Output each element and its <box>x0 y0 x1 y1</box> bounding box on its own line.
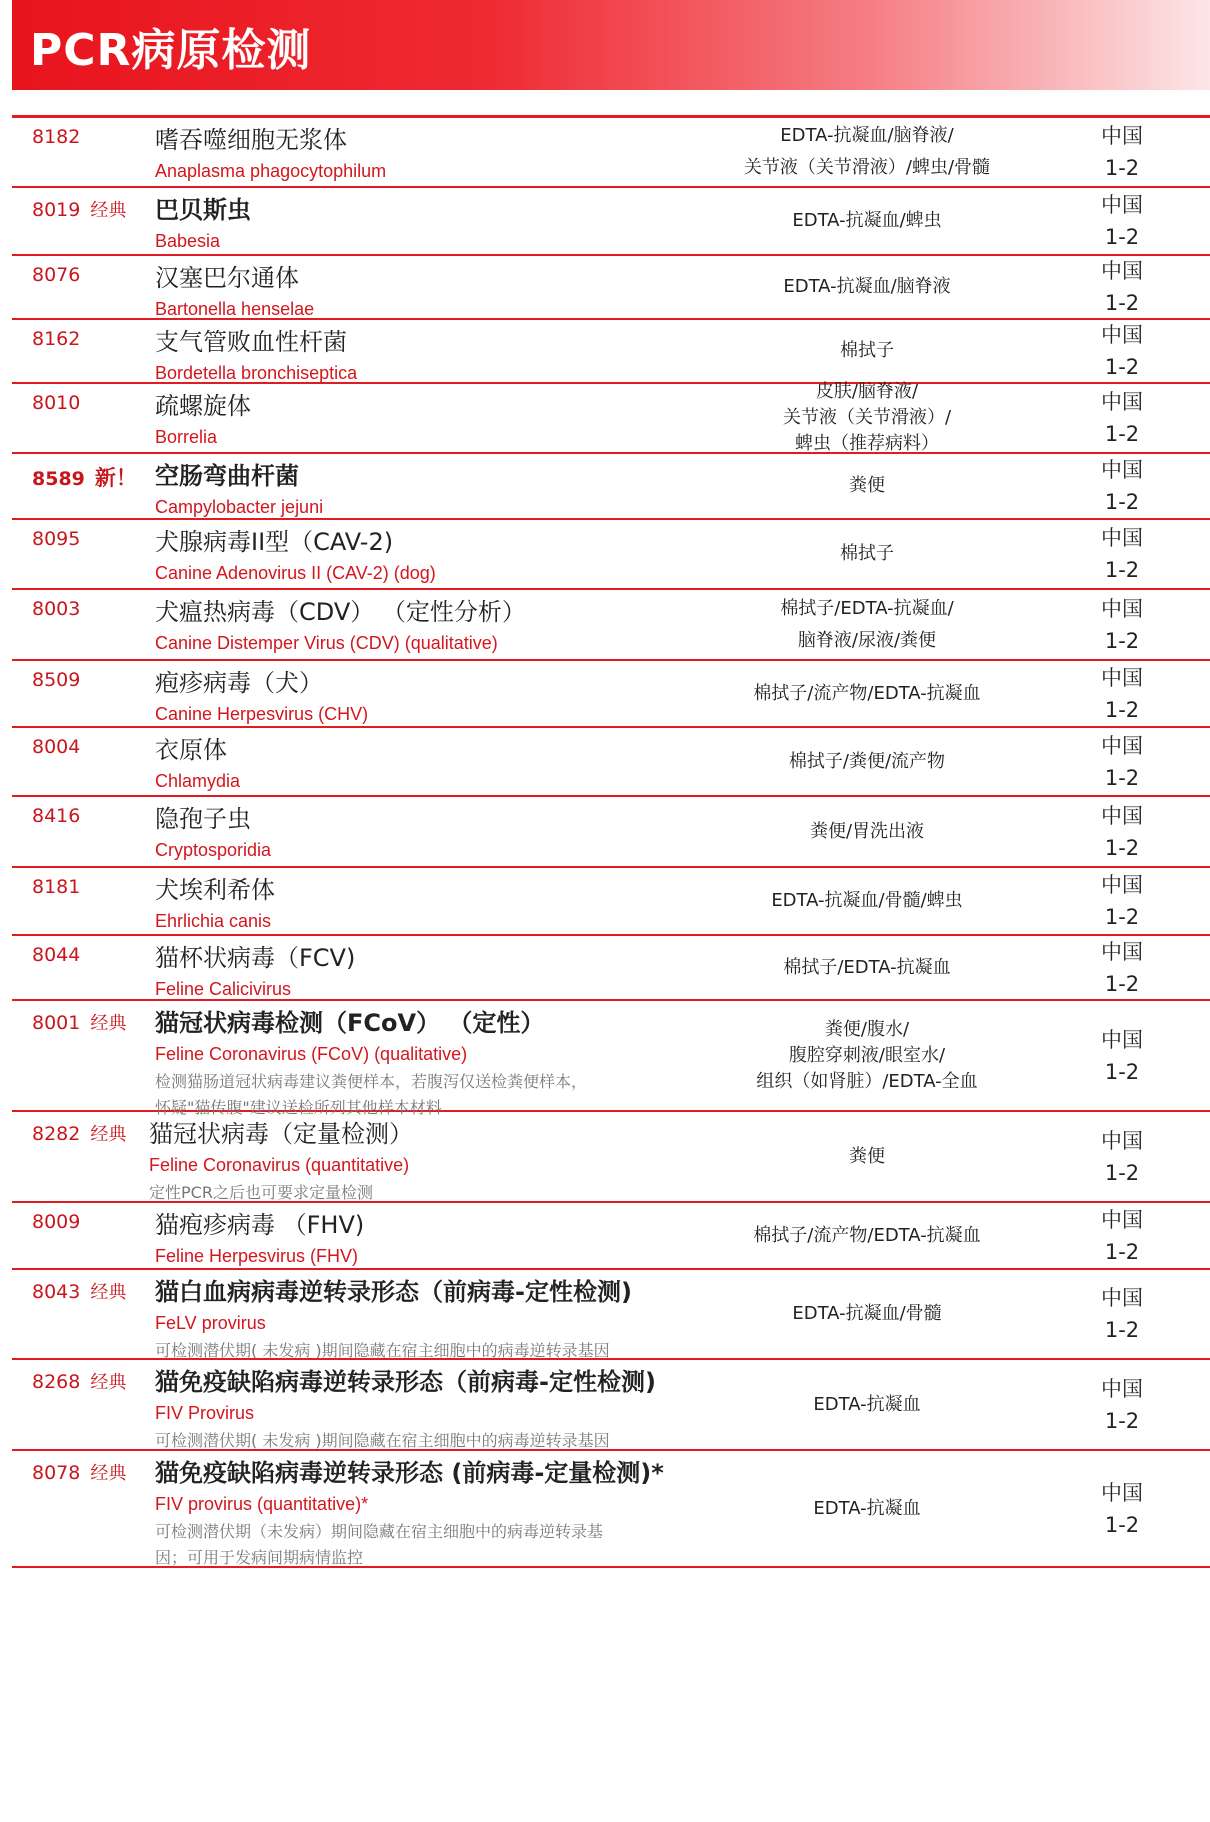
origin-turnaround <box>1072 320 1172 382</box>
sample-type-text: 棉拭子/EDTA-抗凝血/ 脑脊液/尿液/粪便 <box>780 597 954 651</box>
test-code <box>32 264 80 286</box>
origin-country: 中国 <box>1101 1286 1143 1310</box>
test-code-number: 8076 <box>32 264 81 286</box>
turnaround-days: 1-2 <box>1104 355 1140 379</box>
origin-country: 中国 <box>1101 458 1143 482</box>
origin-turnaround <box>1072 1001 1172 1110</box>
test-names <box>155 1457 715 1571</box>
sample-type-text: 棉拭子 <box>840 340 894 361</box>
test-names <box>155 667 715 729</box>
origin-country: 中国 <box>1101 1480 1143 1505</box>
turnaround-days: 1-2 <box>1104 1408 1140 1433</box>
table-row <box>12 118 1210 188</box>
test-code <box>32 462 137 492</box>
test-code-number: 8162 <box>32 328 81 350</box>
test-name-en: Canine Adenovirus II (CAV-2) (dog) <box>155 563 436 583</box>
test-code <box>32 944 80 966</box>
test-name-cn: 巴贝斯虫 <box>155 196 251 224</box>
test-code-number: 8003 <box>32 598 81 620</box>
sample-type <box>712 520 1022 588</box>
test-code-number: 8010 <box>32 392 81 414</box>
test-name-en: Feline Coronavirus (quantitative) <box>149 1155 410 1175</box>
sample-type <box>712 188 1022 254</box>
test-names <box>149 1118 709 1206</box>
test-names <box>155 124 715 186</box>
origin-turnaround <box>1072 1451 1172 1566</box>
origin-turnaround <box>1072 590 1172 659</box>
table-row <box>12 1360 1210 1451</box>
test-names <box>155 194 715 256</box>
origin-country: 中国 <box>1101 873 1143 897</box>
test-code-number: 8181 <box>32 876 81 898</box>
test-name-cn: 疏螺旋体 <box>155 392 251 420</box>
page-title: PCR病原检测 <box>30 25 312 76</box>
test-name-cn: 嗜吞噬细胞无浆体 <box>155 126 347 154</box>
test-code <box>32 1120 126 1146</box>
test-names <box>155 596 715 658</box>
test-names <box>155 1276 715 1364</box>
sample-type <box>712 1270 1022 1358</box>
turnaround-days: 1-2 <box>1104 765 1140 790</box>
test-code <box>32 1459 126 1485</box>
test-code-number: 8044 <box>32 944 81 966</box>
sample-type <box>712 728 1022 795</box>
test-name-en: Ehrlichia canis <box>155 911 272 931</box>
turnaround-days: 1-2 <box>1104 1160 1140 1185</box>
table-row <box>12 381 1210 454</box>
origin-country: 中国 <box>1101 1128 1143 1153</box>
origin-turnaround <box>1072 1360 1172 1449</box>
origin-turnaround <box>1072 118 1172 186</box>
table-row <box>12 728 1210 797</box>
test-code-number: 8589 <box>32 468 85 490</box>
origin-turnaround <box>1072 1112 1172 1201</box>
test-names <box>155 1007 715 1121</box>
sample-type <box>712 256 1022 318</box>
test-code-number: 8004 <box>32 736 81 758</box>
table-row <box>12 1001 1210 1117</box>
origin-turnaround <box>1072 936 1172 999</box>
sample-type <box>712 381 1022 454</box>
test-name-cn: 空肠弯曲杆菌 <box>155 462 299 490</box>
table-row <box>12 1270 1210 1360</box>
test-names <box>155 460 715 522</box>
test-tag-badge: 经典 <box>90 1463 127 1484</box>
test-note: 可检测潜伏期( 未发病 )期间隐藏在宿主细胞中的病毒逆转录基因 <box>155 1431 610 1450</box>
test-name-cn: 猫冠状病毒检测（FCoV） （定性） <box>155 1009 545 1037</box>
turnaround-days: 1-2 <box>1104 697 1140 722</box>
test-names <box>155 526 715 588</box>
test-name-en: Bordetella bronchiseptica <box>155 363 358 383</box>
test-tag-badge: 经典 <box>90 1372 127 1393</box>
test-code <box>32 126 80 148</box>
table-row <box>12 868 1210 936</box>
sample-type-text: 棉拭子/EDTA-抗凝血 <box>783 956 951 978</box>
table-row <box>12 320 1210 384</box>
test-name-en: Feline Coronavirus (FCoV) (qualitative) <box>155 1044 468 1064</box>
test-code-number: 8416 <box>32 805 81 827</box>
origin-country: 中国 <box>1101 390 1143 414</box>
test-names <box>155 1366 715 1454</box>
sample-type <box>712 868 1022 934</box>
test-code <box>32 1368 126 1394</box>
origin-turnaround <box>1072 1203 1172 1268</box>
test-code <box>32 1211 80 1233</box>
sample-type-text: EDTA-抗凝血/骨髓/蜱虫 <box>771 890 963 911</box>
table-row <box>12 454 1210 520</box>
sample-type <box>712 797 1022 866</box>
test-name-cn: 猫免疫缺陷病毒逆转录形态（前病毒-定性检测) <box>155 1368 656 1396</box>
origin-country: 中国 <box>1101 1207 1143 1232</box>
test-name-en: Campylobacter jejuni <box>155 497 324 517</box>
sample-type <box>712 1203 1022 1268</box>
test-names <box>155 262 715 324</box>
test-code <box>32 1278 126 1304</box>
sample-type <box>712 1001 1022 1110</box>
test-code-number: 8009 <box>32 1211 81 1233</box>
sample-type-text: 粪便 <box>849 475 885 496</box>
sample-type-text: 棉拭子/流产物/EDTA-抗凝血 <box>753 682 981 704</box>
sample-type-text: EDTA-抗凝血/脑脊液 <box>783 276 951 297</box>
sample-type-text: 粪便 <box>849 1145 885 1167</box>
turnaround-days: 1-2 <box>1104 1318 1140 1342</box>
turnaround-days: 1-2 <box>1104 835 1140 860</box>
test-code-number: 8078 <box>32 1462 81 1484</box>
origin-turnaround <box>1072 728 1172 795</box>
origin-country: 中国 <box>1101 193 1143 217</box>
table-row <box>12 590 1210 661</box>
sample-type-text: EDTA-抗凝血/骨髓 <box>792 1303 942 1324</box>
test-code <box>32 805 80 827</box>
sample-type-text: EDTA-抗凝血/脑脊液/ 关节液（关节滑液）/蜱虫/骨髓 <box>743 125 991 178</box>
table-row <box>12 936 1210 1001</box>
test-name-cn: 犬腺病毒II型（CAV-2) <box>155 528 394 556</box>
test-names <box>155 734 715 796</box>
sample-type-text: EDTA-抗凝血/蜱虫 <box>792 210 942 231</box>
test-names <box>155 1209 715 1271</box>
turnaround-days: 1-2 <box>1104 558 1140 582</box>
turnaround-days: 1-2 <box>1104 156 1140 180</box>
test-name-cn: 犬埃利希体 <box>155 876 275 904</box>
origin-country: 中国 <box>1101 596 1143 621</box>
sample-type <box>712 661 1022 726</box>
table-row <box>12 1451 1210 1568</box>
test-code <box>32 328 80 350</box>
sample-type <box>712 454 1022 518</box>
test-code-number: 8282 <box>32 1123 81 1145</box>
test-code-number: 8043 <box>32 1281 81 1303</box>
origin-country: 中国 <box>1101 323 1143 347</box>
sample-type <box>712 118 1022 186</box>
turnaround-days: 1-2 <box>1104 490 1140 514</box>
test-name-en: Babesia <box>155 231 221 251</box>
test-code <box>32 669 80 691</box>
test-tag-badge: 新！ <box>94 466 137 490</box>
test-code-number: 8509 <box>32 669 81 691</box>
origin-turnaround <box>1072 797 1172 866</box>
origin-turnaround <box>1072 256 1172 318</box>
test-tag-badge: 经典 <box>90 1013 127 1034</box>
turnaround-days: 1-2 <box>1104 1239 1140 1264</box>
test-name-cn: 汉塞巴尔通体 <box>155 264 299 292</box>
sample-type <box>712 936 1022 999</box>
test-name-en: FIV provirus (quantitative)* <box>155 1494 369 1514</box>
test-note: 可检测潜伏期（未发病）期间隐藏在宿主细胞中的病毒逆转录基 因；可用于发病间期病情监控 <box>155 1522 604 1567</box>
sample-type <box>712 590 1022 659</box>
test-name-cn: 支气管败血性杆菌 <box>155 328 347 356</box>
sample-type-text: EDTA-抗凝血 <box>813 1497 921 1519</box>
table-row <box>12 256 1210 320</box>
test-code-number: 8019 <box>32 199 81 221</box>
test-names <box>155 390 715 452</box>
origin-turnaround <box>1072 520 1172 588</box>
test-name-en: Bartonella henselae <box>155 299 315 319</box>
origin-country: 中国 <box>1101 665 1143 690</box>
test-tag-badge: 经典 <box>90 1282 127 1303</box>
test-name-en: Canine Herpesvirus (CHV) <box>155 704 369 724</box>
test-name-cn: 猫免疫缺陷病毒逆转录形态 (前病毒-定量检测)* <box>155 1459 664 1487</box>
test-names <box>155 942 715 1004</box>
sample-type <box>712 1360 1022 1449</box>
origin-country: 中国 <box>1101 803 1143 828</box>
test-name-en: Borrelia <box>155 427 218 447</box>
sample-type-text: 棉拭子/流产物/EDTA-抗凝血 <box>753 1224 981 1246</box>
test-name-en: Feline Herpesvirus (FHV) <box>155 1246 359 1266</box>
turnaround-days: 1-2 <box>1104 1059 1140 1084</box>
table-row <box>12 1112 1210 1203</box>
origin-country: 中国 <box>1101 733 1143 758</box>
test-name-cn: 衣原体 <box>155 736 227 764</box>
sample-type-text: 棉拭子 <box>840 543 894 564</box>
table-row <box>12 661 1210 728</box>
sample-type-text: 皮肤/脑脊液/ 关节液（关节滑液）/ 蜱虫（推荐病料） <box>782 381 952 454</box>
turnaround-days: 1-2 <box>1104 422 1140 446</box>
turnaround-days: 1-2 <box>1104 1512 1140 1537</box>
test-code-number: 8095 <box>32 528 81 550</box>
test-names <box>155 803 715 865</box>
turnaround-days: 1-2 <box>1104 628 1140 653</box>
table-row <box>12 520 1210 590</box>
test-tag-badge: 经典 <box>90 1124 127 1145</box>
test-code <box>32 196 126 222</box>
origin-country: 中国 <box>1101 939 1143 964</box>
test-names <box>155 326 715 388</box>
test-name-cn: 猫疱疹病毒 （FHV) <box>155 1211 365 1239</box>
origin-country: 中国 <box>1101 1376 1143 1401</box>
turnaround-days: 1-2 <box>1104 291 1140 315</box>
test-code <box>32 528 80 550</box>
sample-type-text: 粪便/腹水/ 腹腔穿刺液/眼室水/ 组织（如肾脏）/EDTA-全血 <box>756 1018 978 1092</box>
table-row <box>12 1203 1210 1270</box>
test-name-cn: 疱疹病毒（犬） <box>155 669 323 697</box>
test-code-number: 8182 <box>32 126 81 148</box>
test-code <box>32 876 80 898</box>
test-name-en: Cryptosporidia <box>155 840 272 860</box>
origin-turnaround <box>1072 661 1172 726</box>
test-name-cn: 猫白血病病毒逆转录形态（前病毒-定性检测) <box>155 1278 632 1306</box>
test-name-cn: 猫冠状病毒（定量检测） <box>149 1120 413 1148</box>
sample-type <box>712 1112 1022 1201</box>
sample-type <box>712 320 1022 382</box>
test-code <box>32 598 80 620</box>
origin-turnaround <box>1072 1270 1172 1358</box>
turnaround-days: 1-2 <box>1104 971 1140 996</box>
test-name-en: FIV Provirus <box>155 1403 255 1423</box>
pcr-test-table <box>12 115 1210 1568</box>
origin-country: 中国 <box>1101 259 1143 283</box>
origin-turnaround <box>1072 384 1172 452</box>
test-code <box>32 1009 126 1035</box>
test-tag-badge: 经典 <box>90 200 127 221</box>
test-name-en: FeLV provirus <box>155 1313 266 1333</box>
origin-turnaround <box>1072 454 1172 518</box>
turnaround-days: 1-2 <box>1104 225 1140 249</box>
page-header <box>12 0 1210 90</box>
test-name-en: Feline Calicivirus <box>155 979 292 999</box>
test-note: 可检测潜伏期( 未发病 )期间隐藏在宿主细胞中的病毒逆转录基因 <box>155 1341 610 1360</box>
sample-type-text: 棉拭子/粪便/流产物 <box>788 750 946 772</box>
test-name-en: Canine Distemper Virus (CDV) (qualitative) <box>155 633 498 653</box>
test-code-number: 8001 <box>32 1012 81 1034</box>
test-name-cn: 猫杯状病毒（FCV) <box>155 944 356 972</box>
sample-type-text: 粪便/胃洗出液 <box>809 820 925 842</box>
origin-country: 中国 <box>1101 526 1143 550</box>
test-name-en: Anaplasma phagocytophilum <box>155 161 387 181</box>
test-names <box>155 874 715 936</box>
sample-type-text: EDTA-抗凝血 <box>813 1393 921 1415</box>
test-note: 检测猫肠道冠状病毒建议粪便样本，若腹泻仅送检粪便样本， 怀疑"猫传腹"建议送检所列其他样本材料 <box>155 1072 588 1117</box>
test-note: 定性PCR之后也可要求定量检测 <box>149 1183 373 1202</box>
test-code-number: 8268 <box>32 1371 81 1393</box>
origin-country: 中国 <box>1101 124 1143 148</box>
test-name-en: Chlamydia <box>155 771 241 791</box>
test-code <box>32 392 80 414</box>
table-row <box>12 188 1210 256</box>
test-name-cn: 犬瘟热病毒（CDV） （定性分析） <box>155 598 526 626</box>
test-name-cn: 隐孢子虫 <box>155 805 251 833</box>
test-code <box>32 736 80 758</box>
origin-country: 中国 <box>1101 1027 1143 1052</box>
sample-type <box>712 1451 1022 1566</box>
table-row <box>12 797 1210 868</box>
origin-turnaround <box>1072 868 1172 934</box>
origin-turnaround <box>1072 188 1172 254</box>
turnaround-days: 1-2 <box>1104 905 1140 929</box>
